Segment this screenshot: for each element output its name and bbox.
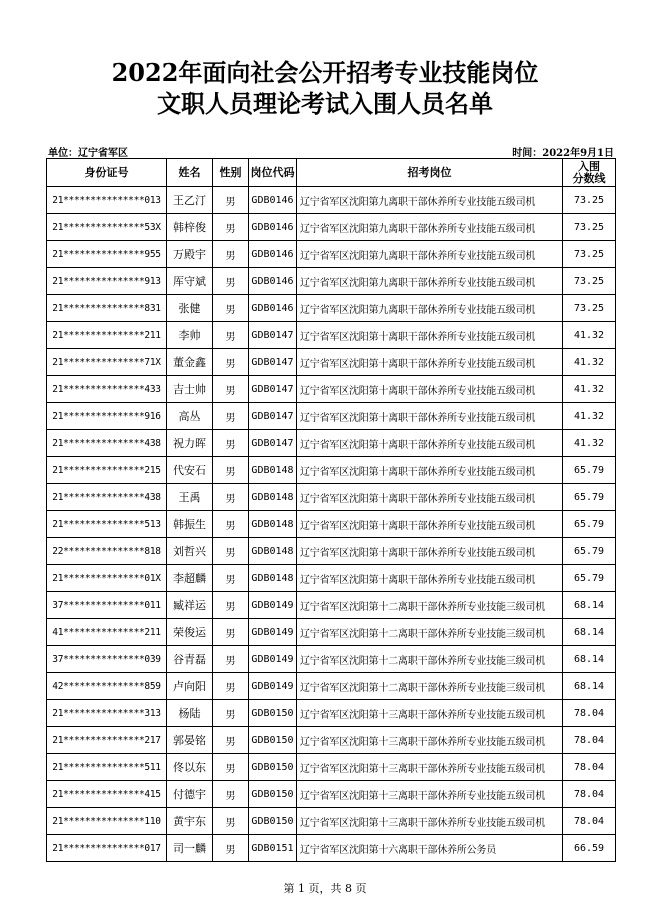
cell-position: 辽宁省军区沈阳第十三离职干部休养所专业技能五级司机	[297, 700, 563, 727]
cell-code: GDB0148	[249, 511, 297, 538]
cell-position: 辽宁省军区沈阳第十离职干部休养所专业技能五级司机	[297, 322, 563, 349]
cell-name: 刘哲兴	[167, 538, 213, 565]
cell-code: GDB0147	[249, 430, 297, 457]
cell-gender: 男	[213, 565, 249, 592]
cell-gender: 男	[213, 484, 249, 511]
table-row	[47, 565, 616, 592]
cell-name: 韩振生	[167, 511, 213, 538]
cell-name: 谷青磊	[167, 646, 213, 673]
cell-position: 辽宁省军区沈阳第九离职干部休养所专业技能五级司机	[297, 268, 563, 295]
cell-gender: 男	[213, 214, 249, 241]
cell-position: 辽宁省军区沈阳第九离职干部休养所专业技能五级司机	[297, 214, 563, 241]
cell-name: 司一麟	[167, 835, 213, 862]
table-row	[47, 781, 616, 808]
cell-gender: 男	[213, 538, 249, 565]
cell-gender: 男	[213, 403, 249, 430]
cell-gender: 男	[213, 349, 249, 376]
cell-position: 辽宁省军区沈阳第十离职干部休养所专业技能五级司机	[297, 430, 563, 457]
cell-code: GDB0151	[249, 835, 297, 862]
cell-name: 韩梓俊	[167, 214, 213, 241]
cell-gender: 男	[213, 835, 249, 862]
cell-code: GDB0150	[249, 727, 297, 754]
table-row	[47, 754, 616, 781]
cell-code: GDB0147	[249, 403, 297, 430]
table-row	[47, 727, 616, 754]
cell-score: 78.04	[563, 808, 616, 835]
table-row	[47, 187, 616, 214]
cell-code: GDB0148	[249, 457, 297, 484]
cell-code: GDB0150	[249, 808, 297, 835]
table-row	[47, 619, 616, 646]
table-row	[47, 403, 616, 430]
document-title-line2: 文职人员理论考试入围人员名单	[157, 89, 493, 118]
cell-gender: 男	[213, 241, 249, 268]
cell-score: 73.25	[563, 187, 616, 214]
cell-score: 65.79	[563, 511, 616, 538]
cell-score: 68.14	[563, 673, 616, 700]
cell-code: GDB0146	[249, 214, 297, 241]
cell-score: 68.14	[563, 592, 616, 619]
cell-score: 78.04	[563, 754, 616, 781]
cell-id: 21***************415	[47, 781, 167, 808]
cell-name: 臧祥运	[167, 592, 213, 619]
candidate-table	[46, 158, 616, 862]
cell-gender: 男	[213, 430, 249, 457]
cell-score: 65.79	[563, 538, 616, 565]
cell-position: 辽宁省军区沈阳第十二离职干部休养所专业技能三级司机	[297, 673, 563, 700]
table-row	[47, 646, 616, 673]
cell-name: 卢向阳	[167, 673, 213, 700]
cell-id: 22***************818	[47, 538, 167, 565]
cell-score: 65.79	[563, 565, 616, 592]
cell-gender: 男	[213, 646, 249, 673]
table-row	[47, 214, 616, 241]
cell-id: 21***************913	[47, 268, 167, 295]
table-row	[47, 538, 616, 565]
cell-score: 41.32	[563, 376, 616, 403]
cell-gender: 男	[213, 592, 249, 619]
header-id: 身份证号	[47, 159, 167, 187]
cell-name: 付德宇	[167, 781, 213, 808]
cell-name: 王乙汀	[167, 187, 213, 214]
cell-name: 郭晏铭	[167, 727, 213, 754]
cell-id: 21***************110	[47, 808, 167, 835]
cell-code: GDB0148	[249, 538, 297, 565]
cell-code: GDB0150	[249, 700, 297, 727]
cell-position: 辽宁省军区沈阳第九离职干部休养所专业技能五级司机	[297, 295, 563, 322]
cell-position: 辽宁省军区沈阳第九离职干部休养所专业技能五级司机	[297, 187, 563, 214]
cell-name: 张健	[167, 295, 213, 322]
table-row	[47, 700, 616, 727]
cell-score: 73.25	[563, 214, 616, 241]
table-row	[47, 295, 616, 322]
cell-gender: 男	[213, 727, 249, 754]
cell-gender: 男	[213, 376, 249, 403]
cell-id: 21***************017	[47, 835, 167, 862]
cell-name: 荣俊运	[167, 619, 213, 646]
header-code: 岗位代码	[249, 159, 297, 187]
cell-name: 杨陆	[167, 700, 213, 727]
table-row	[47, 835, 616, 862]
cell-score: 78.04	[563, 781, 616, 808]
cell-score: 73.25	[563, 295, 616, 322]
cell-position: 辽宁省军区沈阳第十三离职干部休养所专业技能五级司机	[297, 727, 563, 754]
cell-gender: 男	[213, 673, 249, 700]
cell-score: 73.25	[563, 268, 616, 295]
cell-name: 李超麟	[167, 565, 213, 592]
cell-position: 辽宁省军区沈阳第十离职干部休养所专业技能五级司机	[297, 349, 563, 376]
cell-id: 21***************916	[47, 403, 167, 430]
table-row	[47, 268, 616, 295]
cell-id: 21***************511	[47, 754, 167, 781]
cell-position: 辽宁省军区沈阳第十离职干部休养所专业技能五级司机	[297, 538, 563, 565]
cell-code: GDB0150	[249, 781, 297, 808]
cell-name: 祝力晖	[167, 430, 213, 457]
cell-score: 78.04	[563, 727, 616, 754]
unit-label: 单位：辽宁省军区	[48, 148, 128, 159]
cell-gender: 男	[213, 511, 249, 538]
cell-id: 37***************039	[47, 646, 167, 673]
cell-id: 41***************211	[47, 619, 167, 646]
cell-code: GDB0149	[249, 592, 297, 619]
cell-position: 辽宁省军区沈阳第十离职干部休养所专业技能五级司机	[297, 565, 563, 592]
cell-id: 21***************71X	[47, 349, 167, 376]
cell-gender: 男	[213, 268, 249, 295]
cell-code: GDB0150	[249, 754, 297, 781]
page-footer: 第 1 页，共 8 页	[283, 882, 367, 895]
cell-name: 李帅	[167, 322, 213, 349]
table-row	[47, 376, 616, 403]
cell-id: 21***************438	[47, 484, 167, 511]
cell-id: 21***************01X	[47, 565, 167, 592]
cell-score: 68.14	[563, 646, 616, 673]
cell-id: 21***************513	[47, 511, 167, 538]
cell-name: 代安石	[167, 457, 213, 484]
cell-name: 佟以东	[167, 754, 213, 781]
cell-score: 41.32	[563, 403, 616, 430]
cell-id: 21***************217	[47, 727, 167, 754]
cell-score: 73.25	[563, 241, 616, 268]
cell-name: 厍守斌	[167, 268, 213, 295]
cell-score: 41.32	[563, 349, 616, 376]
header-score-line1: 入围	[578, 159, 600, 173]
cell-position: 辽宁省军区沈阳第九离职干部休养所专业技能五级司机	[297, 241, 563, 268]
table-row	[47, 241, 616, 268]
cell-code: GDB0149	[249, 673, 297, 700]
cell-position: 辽宁省军区沈阳第十离职干部休养所专业技能五级司机	[297, 457, 563, 484]
cell-id: 21***************313	[47, 700, 167, 727]
cell-position: 辽宁省军区沈阳第十三离职干部休养所专业技能五级司机	[297, 781, 563, 808]
header-position: 招考岗位	[297, 159, 563, 187]
cell-id: 21***************955	[47, 241, 167, 268]
table-row	[47, 322, 616, 349]
cell-id: 21***************438	[47, 430, 167, 457]
table-row	[47, 349, 616, 376]
header-gender: 性别	[213, 159, 249, 187]
cell-gender: 男	[213, 619, 249, 646]
cell-score: 78.04	[563, 700, 616, 727]
cell-score: 68.14	[563, 619, 616, 646]
cell-id: 21***************211	[47, 322, 167, 349]
cell-code: GDB0146	[249, 241, 297, 268]
cell-position: 辽宁省军区沈阳第十三离职干部休养所专业技能五级司机	[297, 754, 563, 781]
cell-gender: 男	[213, 322, 249, 349]
cell-code: GDB0149	[249, 619, 297, 646]
cell-id: 37***************011	[47, 592, 167, 619]
cell-code: GDB0148	[249, 484, 297, 511]
cell-id: 21***************831	[47, 295, 167, 322]
cell-gender: 男	[213, 754, 249, 781]
cell-code: GDB0147	[249, 349, 297, 376]
cell-position: 辽宁省军区沈阳第十二离职干部休养所专业技能三级司机	[297, 646, 563, 673]
cell-code: GDB0149	[249, 646, 297, 673]
cell-score: 41.32	[563, 430, 616, 457]
table-row	[47, 430, 616, 457]
cell-position: 辽宁省军区沈阳第十三离职干部休养所专业技能五级司机	[297, 808, 563, 835]
cell-id: 21***************433	[47, 376, 167, 403]
cell-name: 高丛	[167, 403, 213, 430]
cell-name: 王禹	[167, 484, 213, 511]
cell-position: 辽宁省军区沈阳第十二离职干部休养所专业技能三级司机	[297, 592, 563, 619]
header-score	[563, 159, 616, 187]
cell-code: GDB0147	[249, 322, 297, 349]
table-row	[47, 592, 616, 619]
cell-score: 65.79	[563, 457, 616, 484]
table-header-row	[47, 159, 616, 187]
cell-position: 辽宁省军区沈阳第十离职干部休养所专业技能五级司机	[297, 511, 563, 538]
cell-gender: 男	[213, 187, 249, 214]
cell-id: 42***************859	[47, 673, 167, 700]
table-row	[47, 484, 616, 511]
cell-score: 41.32	[563, 322, 616, 349]
cell-code: GDB0146	[249, 187, 297, 214]
cell-position: 辽宁省军区沈阳第十离职干部休养所专业技能五级司机	[297, 403, 563, 430]
cell-gender: 男	[213, 700, 249, 727]
cell-code: GDB0147	[249, 376, 297, 403]
table-row	[47, 511, 616, 538]
cell-position: 辽宁省军区沈阳第十离职干部休养所专业技能五级司机	[297, 376, 563, 403]
table-row	[47, 808, 616, 835]
table-body	[47, 187, 616, 862]
cell-score: 65.79	[563, 484, 616, 511]
cell-gender: 男	[213, 808, 249, 835]
document-title-line1: 2022年面向社会公开招考专业技能岗位	[111, 58, 539, 87]
date-label: 时间：2022年9月1日	[512, 148, 614, 159]
cell-id: 21***************215	[47, 457, 167, 484]
cell-position: 辽宁省军区沈阳第十六离职干部休养所公务员	[297, 835, 563, 862]
cell-gender: 男	[213, 457, 249, 484]
cell-name: 万殿宇	[167, 241, 213, 268]
cell-name: 董金鑫	[167, 349, 213, 376]
cell-name: 吉士帅	[167, 376, 213, 403]
header-name: 姓名	[167, 159, 213, 187]
cell-score: 66.59	[563, 835, 616, 862]
header-score-line2: 分数线	[572, 171, 606, 185]
cell-position: 辽宁省军区沈阳第十二离职干部休养所专业技能三级司机	[297, 619, 563, 646]
table-row	[47, 673, 616, 700]
cell-id: 21***************53X	[47, 214, 167, 241]
cell-name: 黄宇东	[167, 808, 213, 835]
table-row	[47, 457, 616, 484]
cell-code: GDB0146	[249, 295, 297, 322]
cell-gender: 男	[213, 295, 249, 322]
cell-code: GDB0148	[249, 565, 297, 592]
cell-code: GDB0146	[249, 268, 297, 295]
cell-id: 21***************013	[47, 187, 167, 214]
cell-position: 辽宁省军区沈阳第十离职干部休养所专业技能五级司机	[297, 484, 563, 511]
cell-gender: 男	[213, 781, 249, 808]
